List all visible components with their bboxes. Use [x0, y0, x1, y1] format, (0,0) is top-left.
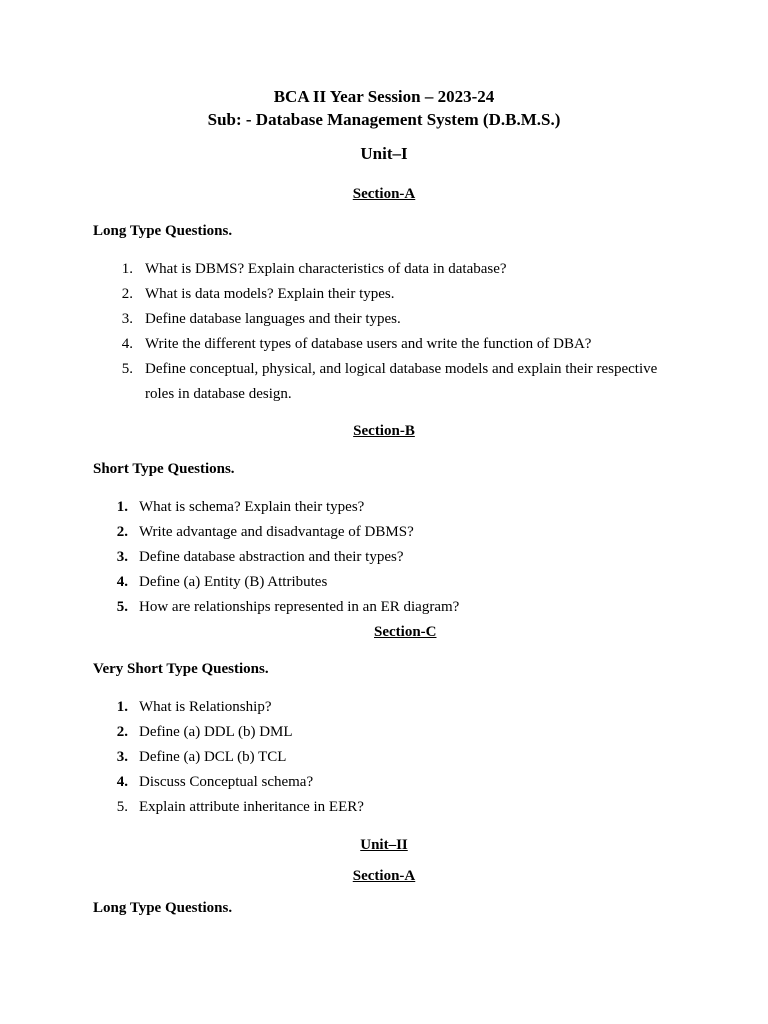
question-number: 1.: [121, 261, 133, 277]
unit1-section-b-type: Short Type Questions.: [93, 461, 235, 477]
session-title: BCA II Year Session – 2023-24: [273, 87, 495, 106]
unit1-section-b-heading: Section-B: [353, 423, 415, 439]
unit1-section-c-list: [108, 695, 688, 820]
question-text: Explain attribute inheritance in EER?: [139, 799, 364, 815]
list-item: [108, 695, 688, 720]
unit1-section-c-heading: Section-C: [374, 624, 437, 640]
question-number: 4.: [116, 574, 128, 590]
question-number: 4.: [121, 336, 133, 352]
list-item: [108, 720, 688, 745]
unit1-section-a-list: [113, 257, 693, 407]
unit2-section-a-type: Long Type Questions.: [93, 900, 233, 916]
unit1-title: Unit–I: [360, 144, 408, 163]
question-text: Define (a) Entity (B) Attributes: [139, 574, 328, 590]
unit1-section-a-heading: Section-A: [352, 186, 416, 202]
question-number: 5.: [121, 361, 133, 377]
list-item: [108, 770, 688, 795]
unit2-section-a-heading: Section-A: [352, 868, 416, 884]
question-text: Write the different types of database users and write the function of DBA?: [145, 336, 592, 352]
list-item: [108, 495, 688, 520]
list-item: [113, 282, 693, 307]
question-number: 5.: [116, 799, 128, 815]
list-item: [108, 595, 688, 620]
list-item: [113, 332, 693, 357]
question-number: 2.: [121, 286, 133, 302]
unit1-section-c-type: Very Short Type Questions.: [93, 661, 269, 677]
list-item: [108, 520, 688, 545]
question-number: 5.: [116, 599, 128, 615]
question-text: Define database abstraction and their types?: [139, 549, 404, 565]
question-number: 1.: [116, 499, 128, 515]
subject-title: Sub: - Database Management System (D.B.M.S.): [207, 110, 561, 129]
question-text: How are relationships represented in an ER diagram?: [139, 599, 460, 615]
question-text: What is data models? Explain their types.: [145, 286, 395, 302]
question-text: What is DBMS? Explain characteristics of data in database?: [145, 261, 507, 277]
question-text: Discuss Conceptual schema?: [139, 774, 314, 790]
question-text: Define database languages and their types.: [145, 311, 401, 327]
question-text: Define (a) DCL (b) TCL: [139, 749, 287, 765]
list-item: [113, 257, 693, 282]
unit1-section-b-list: [108, 495, 688, 620]
list-item: [113, 357, 693, 407]
question-number: 2.: [116, 524, 128, 540]
question-text: Define conceptual, physical, and logical database models and explain their respective roles in database design.: [145, 361, 658, 402]
list-item: [108, 745, 688, 770]
question-text: What is Relationship?: [139, 699, 272, 715]
unit1-section-a-type: Long Type Questions.: [93, 223, 233, 239]
question-text: Define (a) DDL (b) DML: [139, 724, 293, 740]
list-item: [108, 570, 688, 595]
question-number: 2.: [116, 724, 128, 740]
question-number: 3.: [116, 549, 128, 565]
question-number: 3.: [116, 749, 128, 765]
question-number: 4.: [116, 774, 128, 790]
question-text: Write advantage and disadvantage of DBMS?: [139, 524, 414, 540]
question-number: 3.: [121, 311, 133, 327]
unit2-title: Unit–II: [360, 837, 408, 853]
list-item: [113, 307, 693, 332]
question-text: What is schema? Explain their types?: [139, 499, 365, 515]
list-item: [108, 545, 688, 570]
list-item: [108, 795, 688, 820]
question-number: 1.: [116, 699, 128, 715]
